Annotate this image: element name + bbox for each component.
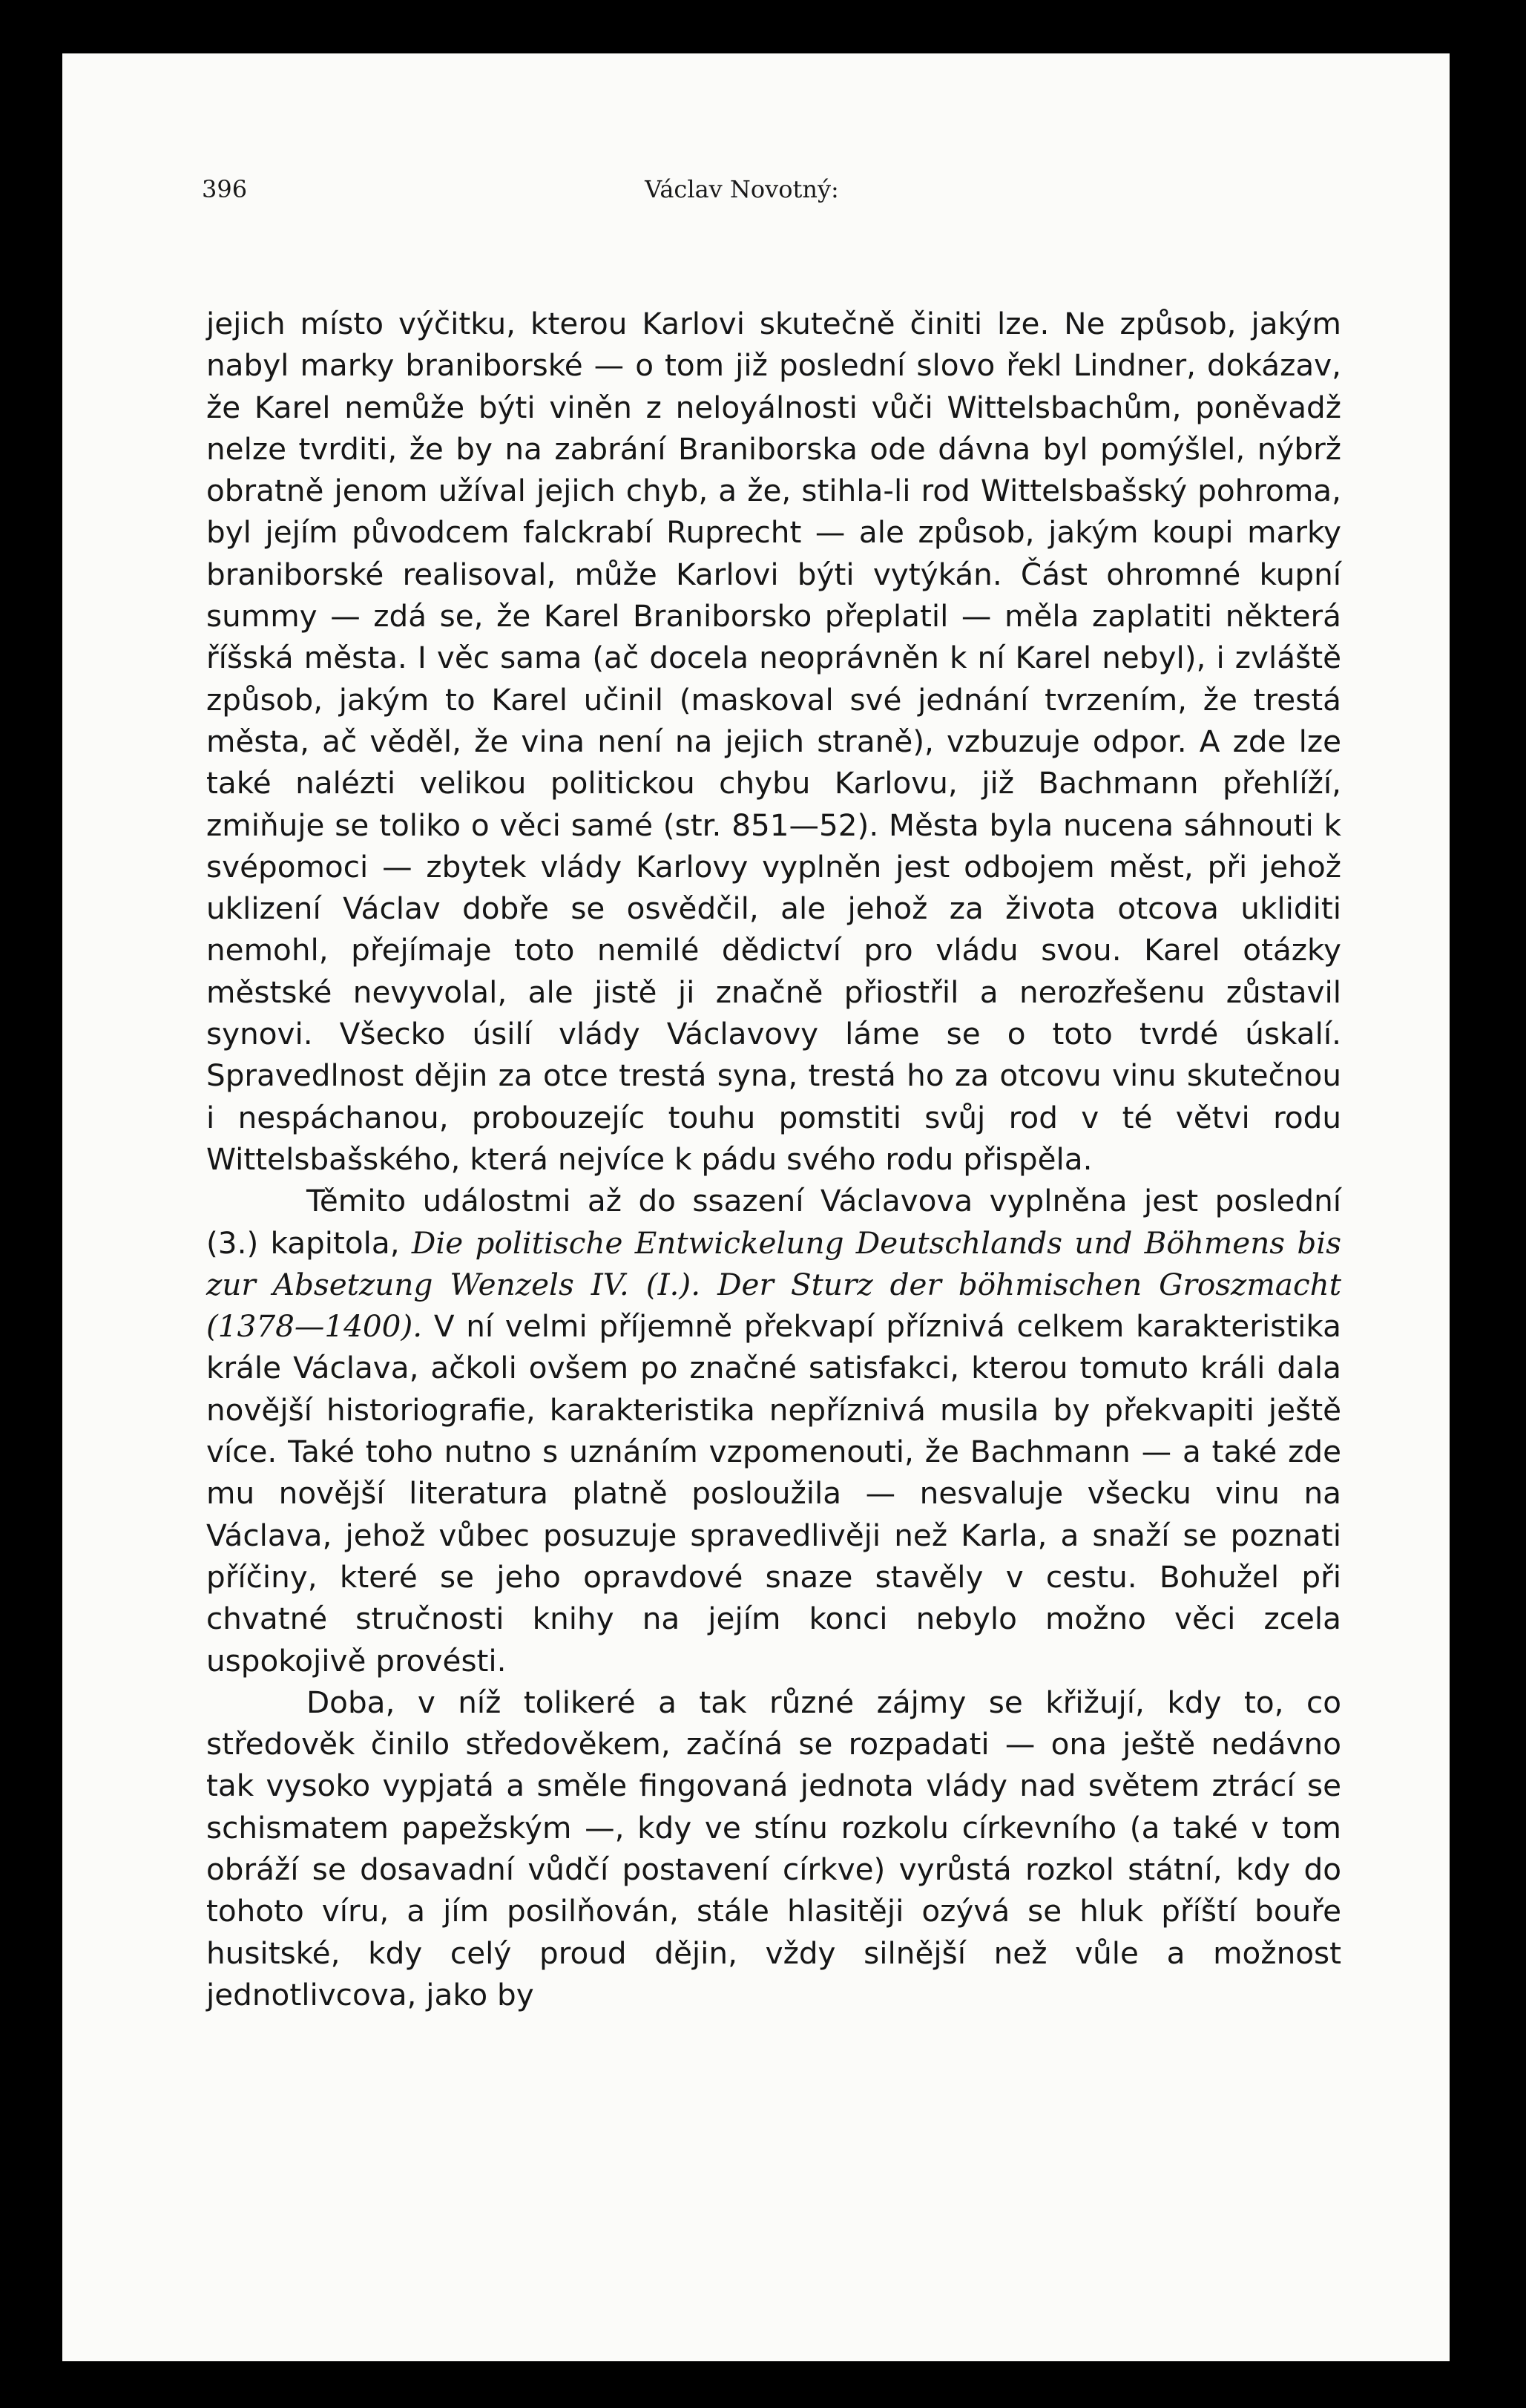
body-text xyxy=(206,303,1341,2015)
paragraph-2-start: Těmito událostmi až do ssazení Václavova vyplněna jest poslední (3.) kapitola, xyxy=(206,1183,1341,1261)
page-number: 396 xyxy=(202,175,248,203)
paragraph-3: Doba, v níž tolikeré a tak různé zájmy se křižují, kdy to, co středověk činilo středověkem, začíná se rozpadati — ona ještě nedávno tak vysoko vypjatá a směle fingovaná jednota vlády nad světem ztrácí se schismatem papežským —, kdy ve stínu rozkolu církevního (a také v tom obráží se dosavadní vůdčí postavení církve) vyrůstá rozkol státní, kdy do tohoto víru, a jím posilňován, stále hlasitěji ozývá se hluk příští bouře husitské, kdy celý proud dějin, vždy silnější než vůle a možnost jednotlivcova, jako by xyxy=(206,1684,1341,2012)
paragraph-1: jejich místo výčitku, kterou Karlovi skutečně činiti lze. Ne způsob, jakým nabyl marky braniborské — o tom již poslední slovo řekl Lindner, dokázav, že Karel nemůže býti viněn z neloyálnosti vůči Wittelsbachům, poněvadž nelze tvrditi, že by na zabrání Braniborska ode dávna byl pomýšlel, nýbrž obratně jenom užíval jejich chyb, a že, stihla-li rod Wittelsbašský pohroma, byl jejím původcem falckrabí Ruprecht — ale způsob, jakým koupi marky braniborské realisoval, může Karlovi býti vytýkán. Část ohromné kupní summy — zdá se, že Karel Braniborsko přeplatil — měla zaplatiti některá říšská města. I věc sama (ač docela neoprávněn k ní Karel nebyl), i zvláště způsob, jakým to Karel učinil (maskoval své jednání tvrzením, že trestá města, ač věděl, že vina není na jejich straně), vzbuzuje odpor. A zde lze také nalézti velikou politickou chybu Karlovu, již Bachmann přehlíží, zmiňuje se toliko o věci samé (str. 851—52). Města byla nucena sáhnouti k svépomoci — zbytek vlády Karlovy vyplněn jest odbojem měst, při jehož uklizení Václav dobře se osvědčil, ale jehož za života otcova ukliditi nemohl, přejímaje toto nemilé dědictví pro vládu svou. Karel otázky městské nevyvolal, ale jistě ji značně přiostřil a nerozřešenu zůstavil synovi. Všecko úsilí vlády Václavovy láme se o toto tvrdé úskalí. Spravedlnost dějin za otce trestá syna, trestá ho za otcovu vinu skutečnou i nespáchanou, probouzejíc touhu pomstiti svůj rod v té větvi rodu Wittelsbašského, která nejvíce k pádu svého rodu přispěla. xyxy=(206,306,1341,1177)
page-header xyxy=(138,169,1346,203)
book-chapter-title: Die politische Entwickelung Deutschlands und Böhmens bis zur Absetzung Wenzels IV. (I.). Der Sturz der böhmischen Groszmacht (1378—1400). xyxy=(206,1224,1341,1345)
paragraph-2-rest: V ní velmi příjemně překvapí příznivá celkem karakteristika krále Václava, ačkoli ovšem po značné satisfakci, kterou tomuto králi dala novější historiografie, karakteristika nepříznivá musila by překvapiti ještě více. Také toho nutno s uznáním vzpomenouti, že Bachmann — a také zde mu novější literatura platně posloužila — nesvaluje všecku vinu na Václava, jehož vůbec posuzuje spravedlivěji než Karla, a snaží se poznati příčiny, které se jeho opravdové snaze stavěly v cestu. Bohužel při chvatné stručnosti knihy na jejím konci nebylo možno věci zcela uspokojivě provésti. xyxy=(206,1308,1341,1679)
paragraph-2 xyxy=(206,1180,1341,1682)
running-head: Václav Novotný: xyxy=(645,175,839,203)
